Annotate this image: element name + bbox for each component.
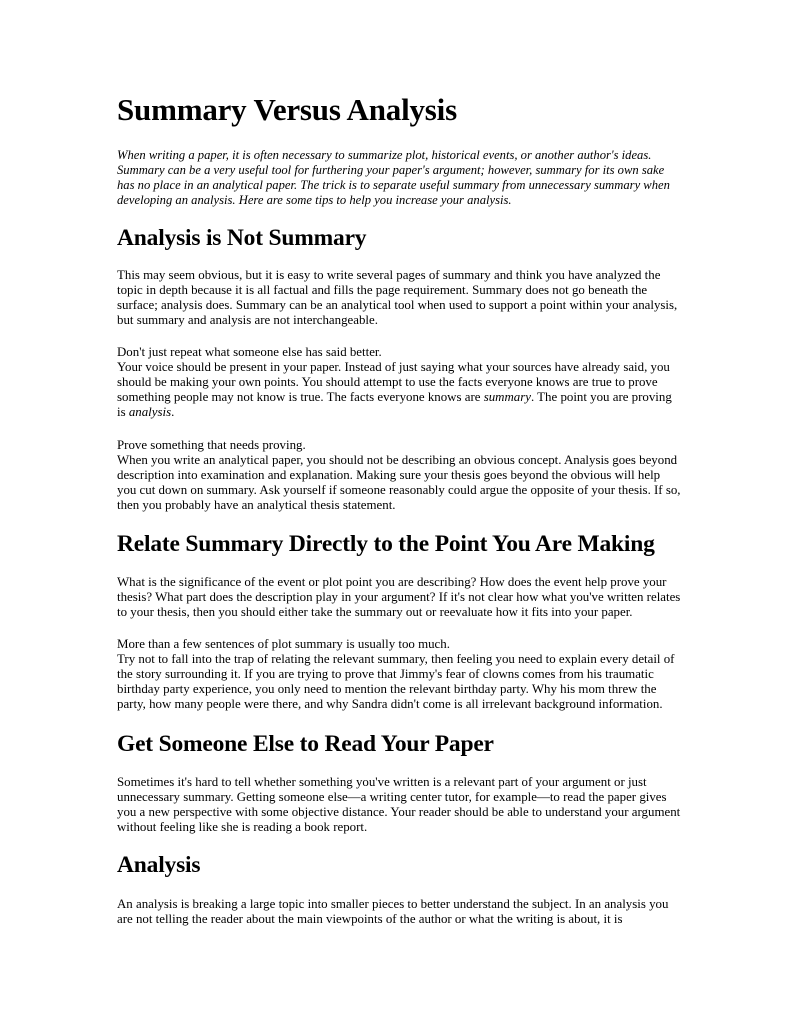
section-heading-get-someone-else: Get Someone Else to Read Your Paper	[117, 731, 494, 757]
emphasis-analysis: analysis	[128, 405, 172, 419]
emphasis-summary: summary	[483, 390, 531, 404]
tip-text: Your voice should be present in your paper. Instead of just saying what your sources have already said, you should be making your own points. You should attempt to use the facts everyone knows are true to prove something people may not know is true. The facts everyone knows are	[117, 360, 670, 404]
section-1-paragraph: This may seem obvious, but it is easy to write several pages of summary and think you have analyzed the topic in depth because it is all factual and fills the page requirement. Summary does not go beneath the surface; analysis does. Summary can be an analytical tool when used to support a point within your analysis, but summary and analysis are not interchangeable.	[117, 268, 678, 327]
section-3-paragraph: Sometimes it's hard to tell whether something you've written is a relevant part of your argument or just unnecessary summary. Getting someone else—a writing center tutor, for example—to read the paper gives you a new perspective with some objective distance. Your reader should be able to understand your argument without feeling like she is reading a book report.	[117, 775, 681, 834]
tip-text: . The point you are proving is	[117, 390, 672, 419]
intro-paragraph: When writing a paper, it is often necessary to summarize plot, historical events, or another author's ideas. Summary can be a very useful tool for furthering your paper's argument; however, summary for its own sake has no place in an analytical paper. The trick is to separate useful summary from unnecessary summary when developing an analysis. Here are some tips to help you increase your analysis.	[117, 148, 670, 207]
tip-text: Try not to fall into the trap of relating the relevant summary, then feeling you need to explain every detail of the story surrounding it. If you are trying to prove that Jimmy's fear of clowns comes from his traumatic birthday party experience, you only need to mention the relevant birthday party. Why his mom threw the party, how many people were there, and why Sandra didn't come is all irrelevant background information.	[117, 652, 675, 711]
section-heading-analysis: Analysis	[117, 852, 201, 878]
section-heading-analysis-not-summary: Analysis is Not Summary	[117, 225, 367, 251]
tip-title: Don't just repeat what someone else has said better.	[117, 345, 382, 359]
section-4-paragraph: An analysis is breaking a large topic into smaller pieces to better understand the subject. In an analysis you are not telling the reader about the main viewpoints of the author or what the writing is about, it is	[117, 897, 669, 926]
page-title: Summary Versus Analysis	[117, 92, 457, 127]
section-heading-relate-summary: Relate Summary Directly to the Point You Are Making	[117, 531, 655, 557]
section-1-tip-2	[117, 438, 682, 513]
tip-text: When you write an analytical paper, you should not be describing an obvious concept. Analysis goes beyond description into examination and explanation. Making sure your thesis goes beyond the obvious will help you cut down on summary. Ask yourself if someone reasonably could argue the opposite of your thesis. If so, then you probably have an analytical thesis statement.	[117, 453, 681, 512]
section-1-tip-1	[117, 345, 682, 420]
section-2-paragraph: What is the significance of the event or plot point you are describing? How does the event help prove your thesis? What part does the description play in your argument? If it's not clear how what you've written relates to your thesis, then you should either take the summary out or reevaluate how it fits into your paper.	[117, 575, 681, 619]
section-2-tip-1	[117, 637, 682, 712]
tip-title: Prove something that needs proving.	[117, 438, 306, 452]
tip-title: More than a few sentences of plot summary is usually too much.	[117, 637, 450, 651]
tip-text: .	[171, 405, 175, 419]
